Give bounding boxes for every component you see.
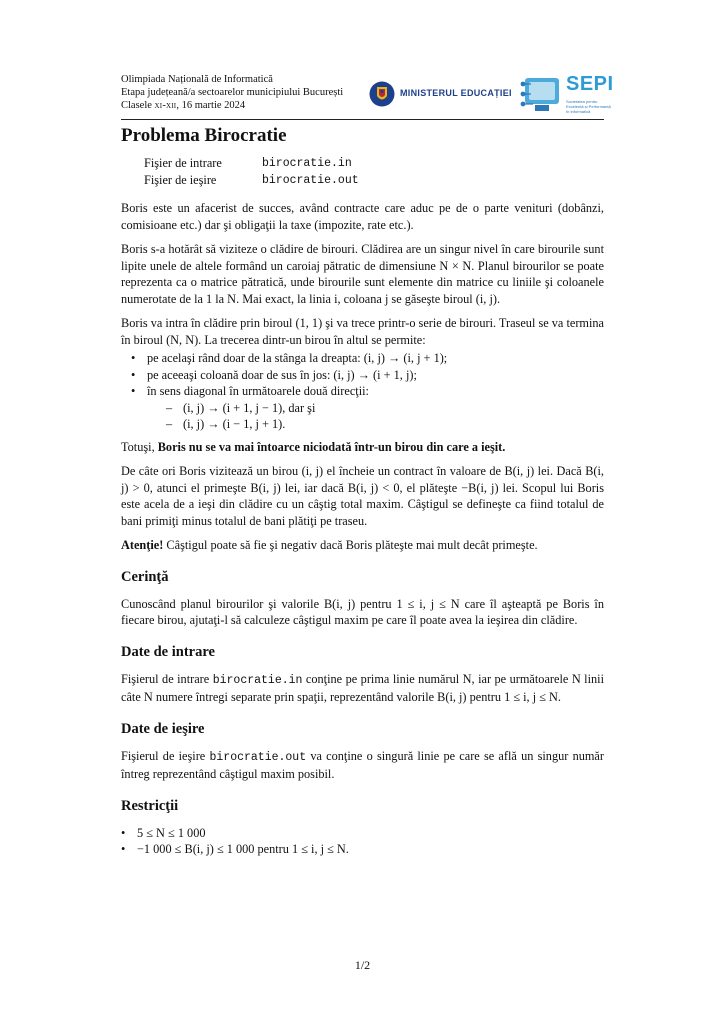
list-item: • în sens diagonal în următoarele două direcţii: – (i, j) → (i + 1, j − 1), dar şi – (i, j) → (i − 1, j + 1). — [121, 383, 604, 433]
coat-of-arms-icon — [369, 79, 395, 109]
sepi-logo-icon — [519, 74, 565, 114]
constraints-heading: Restricţii — [121, 797, 179, 814]
olympiad-classes-date: Clasele xi-xii, 16 martie 2024 — [121, 100, 246, 112]
output-file-name: birocratie.out — [262, 174, 359, 187]
output-file-label: Fişier de ieşire — [144, 173, 217, 187]
intro-paragraph: Boris este un afacerist de succes, având contracte care aduc pe de o parte venituri (dobânzi, comisioane etc.) dar şi obligaţii la taxe (impozite, rate etc.). — [121, 201, 604, 232]
list-item: • pe aceeaşi coloană doar de sus în jos: (i, j) → (i + 1, j); — [121, 367, 604, 384]
sepi-logo-subtitle: Societatea pentru Excelență și Performanță în Informatică — [566, 99, 611, 114]
output-paragraph: Fişierul de ieşire birocratie.out va conţine o singură linie pe care se află un singur număr întreg reprezentând câştigul maxim posibil. — [121, 748, 604, 781]
problem-statement — [121, 123, 604, 864]
list-item: • −1 000 ≤ B(i, j) ≤ 1 000 pentru 1 ≤ i, j ≤ N. — [121, 841, 604, 858]
task-paragraph: Cunoscând planul birourilor şi valorile B(i, j) pentru 1 ≤ i, j ≤ N care îl aşteaptă pe Boris în fiecare birou, ajutaţi-l să calculeze câştigul maxim pe care îl poate avea la ieşirea din clădire. — [121, 596, 604, 627]
input-file-label: Fişier de intrare — [144, 156, 222, 170]
list-item: – (i, j) → (i + 1, j − 1), dar şi — [147, 400, 604, 417]
page-number: 1/2 — [354, 958, 371, 972]
file-info — [144, 155, 604, 189]
sepi-logo-text: SEPI — [566, 73, 614, 95]
attention-paragraph: Atenţie! Câştigul poate să fie şi negativ dacă Boris plăteşte mai mult decât primeşte. — [121, 538, 538, 552]
input-file-name: birocratie.in — [262, 157, 352, 170]
olympiad-name: Olimpiada Națională de Informatică — [121, 74, 273, 85]
list-item: • pe acelaşi rând doar de la stânga la dreapta: (i, j) → (i, j + 1); — [121, 350, 604, 367]
ministry-logo-text: MINISTERUL EDUCAȚIEI — [400, 88, 512, 98]
problem-title: Problema Birocratie — [121, 125, 287, 146]
route-paragraph: Boris va intra în clădire prin biroul (1, 1) şi va trece printr-o serie de birouri. Traseul se va termina în biroul (N, N). La trecerea dintr-un birou în altul se permite: — [121, 316, 604, 347]
list-item: • 5 ≤ N ≤ 1 000 — [121, 825, 604, 842]
diagonal-moves-list — [147, 400, 604, 433]
no-return-paragraph: Totuşi, Boris nu se va mai întoarce niciodată într-un birou din care a ieşit. — [121, 439, 506, 454]
task-heading: Cerinţă — [121, 568, 169, 585]
list-item: – (i, j) → (i − 1, j + 1). — [147, 416, 604, 433]
header-info — [121, 73, 343, 113]
olympiad-stage: Etapa județeană/a sectoarelor municipiului București — [121, 87, 344, 99]
input-paragraph: Fişierul de intrare birocratie.in conţine pe prima linie numărul N, iar pe următoarele N linii câte N numere întregi separate prin spaţii, reprezentând valorile B(i, j) pentru 1 ≤ i, j ≤ N. — [121, 671, 604, 704]
moves-list — [121, 350, 604, 433]
output-heading: Date de ieşire — [121, 720, 205, 737]
input-heading: Date de intrare — [121, 643, 215, 660]
building-paragraph: Boris s-a hotărât să viziteze o clădire de birouri. Clădirea are un singur nivel în care birourile sunt lipite unele de altele formând un caroiaj pătratic de dimensiune N × N. Planul birourilor se poate reprezenta ca o matrice pătratică, unde birourile sunt elemente din matrice cu liniile şi coloanele numerotate de la 1 la N. Mai exact, la linia i, coloana j se găseşte biroul (i, j). — [121, 242, 604, 306]
header-divider — [121, 119, 604, 120]
contract-paragraph: De câte ori Boris vizitează un birou (i, j) el încheie un contract în valoare de B(i, j) lei. Dacă B(i, j) > 0, atunci el primeşte B(i, j) lei, iar dacă B(i, j) < 0, el plăteşte −B(i, j) lei. Scopul lui Boris este acela de a ieşi din clădire cu un câştig total maxim. Câştigul se defineşte ca fiind totalul de bani primiţi minus totalul de bani plătiţi pe traseu. — [121, 464, 604, 528]
constraints-list — [121, 825, 604, 858]
